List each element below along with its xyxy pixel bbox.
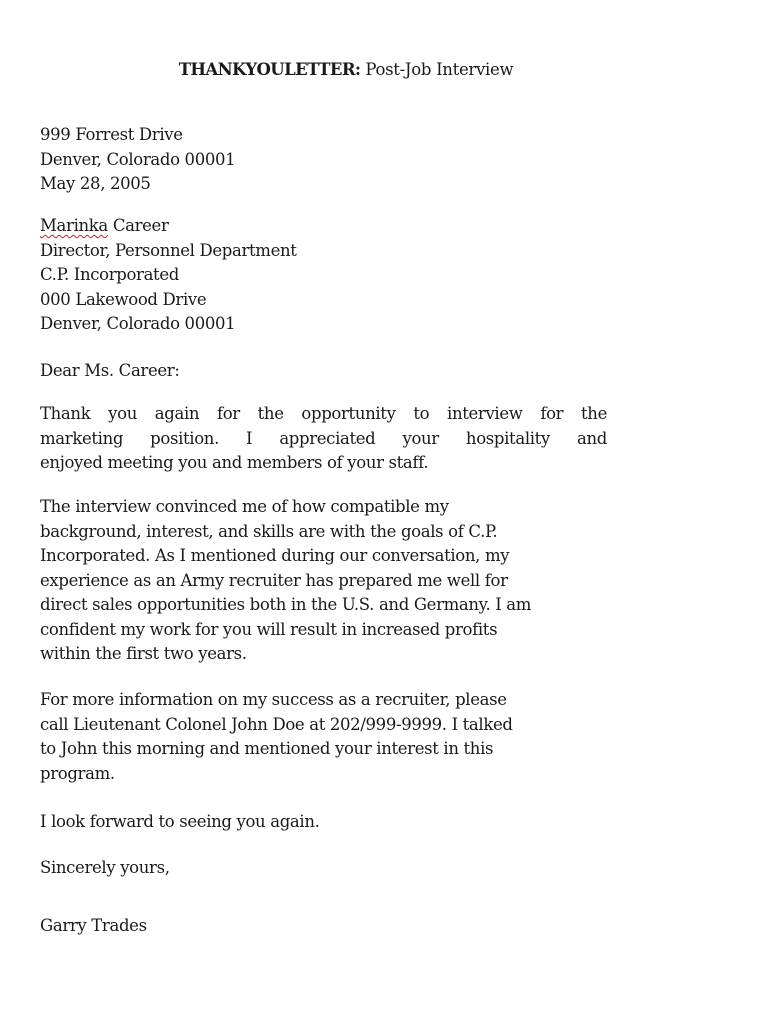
recipient-address bbox=[40, 214, 610, 337]
paragraph-1 bbox=[40, 402, 607, 476]
paragraph-1-line: marketing position. I appreciated your hospitality and bbox=[40, 428, 607, 448]
paragraph-2-line: confident my work for you will result in increased profits bbox=[40, 619, 498, 639]
letter-date: May 28, 2005 bbox=[40, 174, 151, 193]
letter-title bbox=[0, 58, 692, 82]
closing-text: Sincerely yours, bbox=[40, 858, 170, 877]
paragraph-1-line: enjoyed meeting you and members of your staff. bbox=[40, 453, 429, 472]
recipient-street: 000 Lakewood Drive bbox=[40, 289, 207, 309]
closing bbox=[40, 856, 610, 881]
recipient-name bbox=[40, 214, 610, 239]
paragraph-2-line: background, interest, and skills are with the goals of C.P. bbox=[40, 521, 498, 541]
paragraph-3 bbox=[40, 688, 610, 786]
paragraph-2-line: The interview convinced me of how compatible my bbox=[40, 497, 449, 516]
signature-name: Garry Trades bbox=[40, 916, 147, 935]
paragraph-3-line: For more information on my success as a recruiter, please bbox=[40, 690, 507, 709]
salutation-text: Dear Ms. Career: bbox=[40, 361, 180, 380]
paragraph-4 bbox=[40, 810, 610, 835]
recipient-title: Director, Personnel Department bbox=[40, 240, 297, 260]
paragraph-2-line: experience as an Army recruiter has prepared me well for bbox=[40, 570, 508, 590]
sender-street: 999 Forrest Drive bbox=[40, 125, 183, 144]
paragraph-1-line: Thank you again for the opportunity to interview for the bbox=[40, 404, 607, 423]
recipient-last-name: Career bbox=[107, 216, 169, 235]
paragraph-4-text: I look forward to seeing you again. bbox=[40, 812, 320, 831]
paragraph-3-line: call Lieutenant Colonel John Doe at 202/999-9999. I talked bbox=[40, 714, 513, 734]
paragraph-2-line: direct sales opportunities both in the U.S. and Germany. I am bbox=[40, 595, 532, 614]
salutation bbox=[40, 359, 610, 384]
paragraph-2-line: Incorporated. As I mentioned during our conversation, my bbox=[40, 546, 510, 565]
recipient-city: Denver, Colorado 00001 bbox=[40, 314, 236, 333]
letter-title-rest: Post-Job Interview bbox=[360, 60, 514, 79]
paragraph-2-line: within the first two years. bbox=[40, 644, 247, 663]
paragraph-3-line: program. bbox=[40, 763, 115, 783]
sender-address bbox=[40, 123, 610, 197]
letter-title-bold: THANKYOULETTER: bbox=[178, 60, 361, 79]
recipient-first-name: Marinka bbox=[40, 216, 108, 235]
sender-city: Denver, Colorado 00001 bbox=[40, 149, 236, 169]
paragraph-2 bbox=[40, 495, 610, 667]
paragraph-3-line: to John this morning and mentioned your interest in this bbox=[40, 739, 494, 758]
recipient-company: C.P. Incorporated bbox=[40, 265, 179, 284]
signature bbox=[40, 914, 610, 939]
